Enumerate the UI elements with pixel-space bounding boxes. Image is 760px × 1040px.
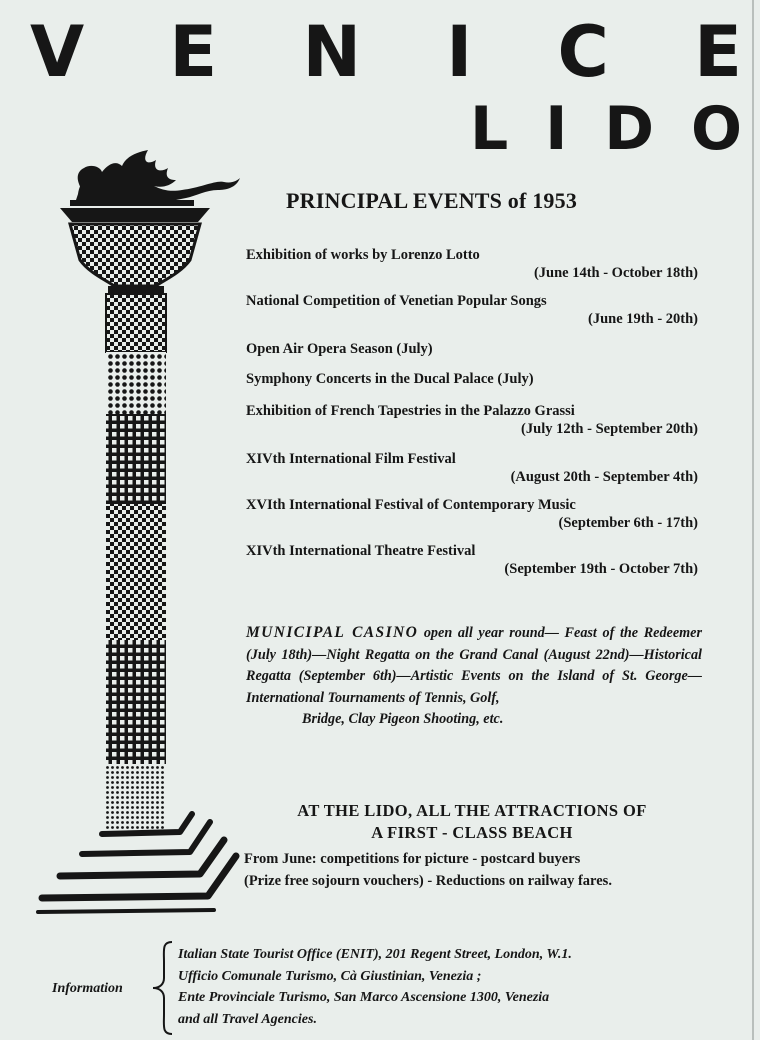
title-letter: L <box>470 94 509 164</box>
event-item <box>246 292 698 328</box>
information-line: Italian State Tourist Office (ENIT), 201 Regent Street, London, W.1. <box>178 947 572 962</box>
event-name: XIVth International Film Festival <box>246 451 456 467</box>
event-name: Open Air Opera Season (July) <box>246 341 433 357</box>
information-line: and all Travel Agencies. <box>178 1011 317 1027</box>
event-name: Symphony Concerts in the Ducal Palace (July) <box>246 371 534 387</box>
title-lido <box>470 96 742 162</box>
information-line: Ufficio Comunale Turismo, Cà Giustinian, Venezia ; <box>178 968 482 984</box>
title-letter: D <box>604 94 655 164</box>
event-name: XIVth International Theatre Festival <box>246 543 476 559</box>
title-letter: C <box>557 11 609 93</box>
lido-text <box>244 848 704 892</box>
shaft-section <box>106 414 166 504</box>
winged-lion-icon <box>70 150 240 206</box>
event-name: Exhibition of French Tapestries in the Palazzo Grassi <box>246 403 575 419</box>
event-dates: (June 19th - 20th) <box>588 311 698 327</box>
title-letter: I <box>545 94 568 164</box>
lido-title <box>246 800 698 844</box>
capital-neck <box>108 286 164 294</box>
title-letter: I <box>446 11 473 93</box>
curly-brace-icon <box>150 940 174 1036</box>
title-letter: V <box>30 11 85 93</box>
title-venice <box>30 11 742 93</box>
title-letter: E <box>694 11 742 93</box>
casino-title: MUNICIPAL CASINO <box>246 624 419 641</box>
event-item <box>246 246 698 282</box>
lion-column-illustration <box>30 150 240 930</box>
lido-text-line: From June: competitions for picture - postcard buyers <box>244 851 581 867</box>
event-name: XVIth International Festival of Contemporary Music <box>246 497 576 513</box>
lido-title-line: A FIRST - CLASS BEACH <box>371 823 573 842</box>
event-dates: (July 12th - September 20th) <box>521 421 698 437</box>
title-letter: O <box>690 94 742 164</box>
page-heading: PRINCIPAL EVENTS of 1953 <box>286 188 578 213</box>
event-item <box>246 450 698 486</box>
event-dates: (September 6th - 17th) <box>558 515 698 531</box>
lido-title-line: AT THE LIDO, ALL THE ATTRACTIONS OF <box>297 801 647 820</box>
information-line: Ente Provinciale Turismo, San Marco Ascensione 1300, Venezia <box>178 990 550 1005</box>
information-lines <box>178 944 744 1030</box>
event-dates: (June 14th - October 18th) <box>533 265 698 281</box>
shaft-section <box>106 294 166 352</box>
event-dates: (September 19th - October 7th) <box>504 561 698 577</box>
event-item <box>246 496 698 532</box>
event-item <box>246 542 698 578</box>
shaft-section <box>106 352 166 414</box>
title-letter: E <box>169 11 218 93</box>
casino-last-line: Bridge, Clay Pigeon Shooting, etc. <box>302 711 504 727</box>
shaft-section <box>106 504 166 640</box>
event-name: Exhibition of works by Lorenzo Lotto <box>246 247 480 263</box>
shaft-section <box>106 764 166 830</box>
capital-body <box>70 224 200 286</box>
event-name: National Competition of Venetian Popular Songs <box>246 293 547 309</box>
event-item <box>246 370 698 388</box>
event-item <box>246 402 698 438</box>
lido-text-line: (Prize free sojourn vouchers) - Reductions on railway fares. <box>244 873 612 889</box>
shaft-section <box>106 640 166 764</box>
page-edge <box>752 0 754 1040</box>
capital-abacus <box>60 208 210 222</box>
casino-body: open all year round— Feast of the Redeemer (July 18th)—Night Regatta on the Grand Canal (August 22nd)—Historical Regatta (September 6th)—Artistic Events on the Island of St. George—International Tournaments of Tennis, Golf, <box>246 625 702 706</box>
information-label: Information <box>52 981 123 996</box>
casino-paragraph <box>246 622 702 731</box>
title-letter: N <box>302 11 362 93</box>
event-item <box>246 340 698 358</box>
event-dates: (August 20th - September 4th) <box>510 469 698 485</box>
